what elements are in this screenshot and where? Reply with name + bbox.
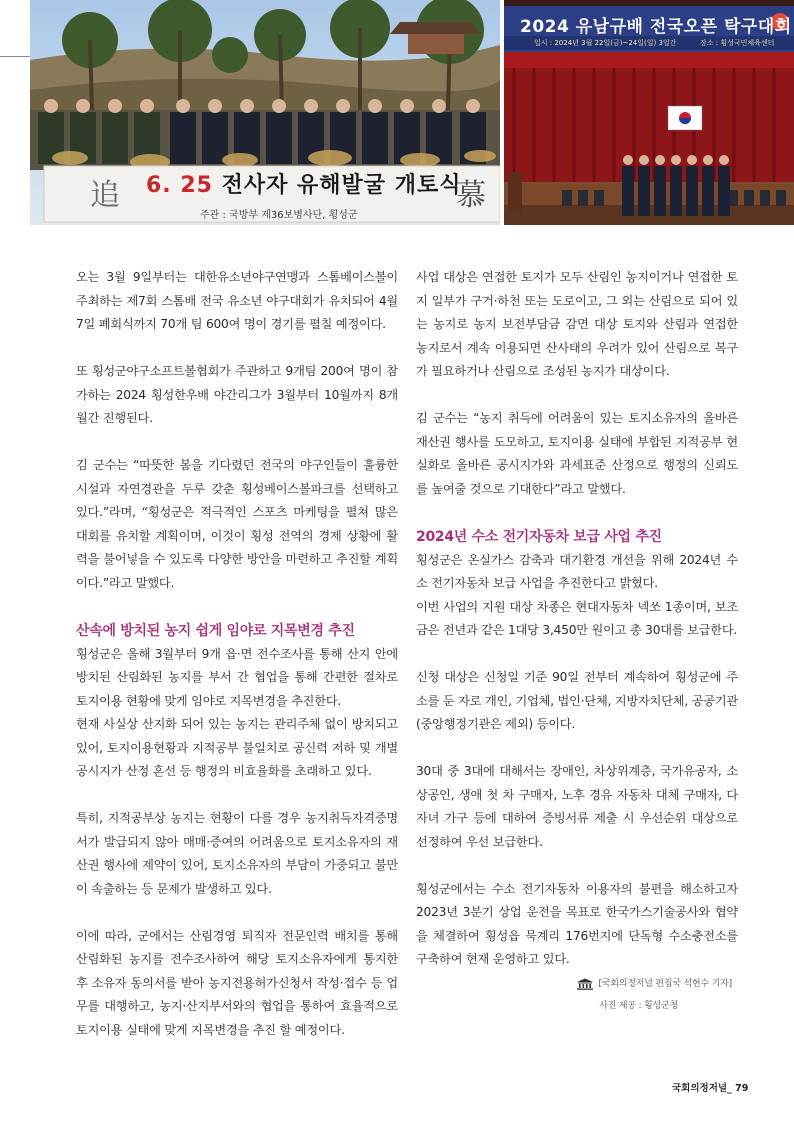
paragraph: 신청 대상은 신청일 기준 90일 전부터 계속하여 횡성군에 주소를 둔 자로 개인, 기업체, 법인·단체, 지방자치단체, 공공기관(중앙행정기관은 제외) 등이다. — [416, 670, 738, 731]
tournament-banner-venue: 장소 : 횡성국민체육센터 — [700, 39, 775, 47]
left-column — [76, 266, 398, 1066]
paragraph: 김 군수는 “따뜻한 봄을 기다렸던 전국의 야구인들이 훌륭한 시설과 자연경관을 두루 갖춘 횡성베이스볼파크를 선택하고 있다.”라며, “횡성군은 적극적인 스포츠 마케팅을 펼쳐 많은 대회를 유치할 계획이며, 이것이 횡성 전역의 경제 상황에 활력을 불어넣을 수 있도록 다양한 방안을 마련하고 추진할 계획이다.”라고 말했다. — [76, 458, 398, 590]
photo-credit — [416, 998, 738, 1014]
banner-subtitle: 주관 : 국방부 제36보병사단, 횡성군 — [200, 210, 358, 221]
table-tennis-photo — [504, 0, 794, 225]
paragraph: 횡성군은 온실가스 감축과 대기환경 개선을 위해 2024년 수소 전기자동차 보급 사업을 추진한다고 밝혔다. — [416, 552, 738, 590]
banner-title-date: 6. 25 — [146, 173, 213, 198]
paragraph: 30대 중 3대에 대해서는 장애인, 차상위계층, 국가유공자, 소상공인, 생애 첫 차 구매자, 노후 경유 자동차 대체 구매자, 다자녀 가구 등에 대하여 증빙서류 제출 시 우선순위 대상으로 선정하여 우선 보급한다. — [416, 764, 738, 849]
banner-title-text: 전사자 유해발굴 개토식 — [212, 173, 462, 198]
paragraph: 횡성군에서는 수소 전기자동차 이용자의 불편을 해소하고자 2023년 3분기 상업 운전을 목표로 한국가스기술공사와 협약을 체결하여 횡성읍 묵계리 176번지에 단독형 수소충전소를 구축하여 현재 운영하고 있다. — [416, 881, 738, 966]
banner-title — [146, 168, 461, 199]
paragraph: 김 군수는 “농지 취득에 어려움이 있는 토지소유자의 올바른 재산권 행사를 도모하고, 토지이용 실태에 부합된 지적공부 현실화로 올바른 공시지가와 과세표준 산정으로 행정의 신뢰도를 높여줄 것으로 기대한다”라고 말했다. — [416, 411, 738, 496]
byline — [416, 976, 738, 992]
paragraph: 현재 사실상 산지화 되어 있는 농지는 관리주체 없이 방치되고 있어, 토지이용현황과 지적공부 불일치로 공신력 저하 및 개별공시지가 산정 혼선 등 행정의 비효율화를 초래하고 있다. — [76, 717, 398, 778]
paragraph: 또 횡성군야구소프트볼협회가 주관하고 9개팀 200여 명이 참가하는 2024 횡성한우배 야간리그가 3월부터 10월까지 8개월간 진행된다. — [76, 364, 398, 425]
tournament-banner-title: 2024 유남규배 전국오픈 탁구대회 — [520, 17, 792, 37]
paragraph: 이에 따라, 군에서는 산림경영 퇴직자 전문인력 배치를 통해 산림화된 농지를 전수조사하여 해당 토지소유자에게 통지한 후 소유자 동의서를 받아 농지전용허가신청서 작성·접수 등 업무를 대행하고, 농지·산지부서와의 협업을 통하여 효율적으로 토지이용 실태에 맞게 지목변경을 추진 할 예정이다. — [76, 928, 398, 1037]
top-rule — [0, 56, 30, 57]
photo-credit-text: 사진 제공 : 횡성군청 — [599, 1000, 678, 1011]
paragraph: 사업 대상은 연접한 토지가 모두 산림인 농지이거나 연접한 토지 일부가 구거·하천 또는 도로이고, 그 외는 산림으로 되어 있는 농지로 농지 보전부담금 감면 대상 토지와 산림과 연접한 농지로서 계속 이용되면 산사태의 우려가 있어 산림으로 복구가 필요하거나 산림으로 조성된 농지가 대상이다. — [416, 270, 738, 378]
paragraph: 횡성군은 올해 3월부터 9개 읍·면 전수조사를 통해 산지 안에 방치된 산림화된 농지를 부서 간 협업을 통해 간편한 절차로 토지이용 현황에 맞게 임야로 지목변경을 추진한다. — [76, 646, 398, 708]
paragraph: 이번 사업의 지원 대상 차종은 현대자동차 넥쏘 1종이며, 보조금은 전년과 같은 1대당 3,450만 원이고 총 30대를 보급한다. — [416, 599, 738, 637]
paragraph: 특히, 지적공부상 농지는 현황이 다를 경우 농지취득자격증명서가 발급되지 않아 매매·증여의 어려움으로 토지소유자의 재산권 행사에 제약이 있어, 토지소유자의 부담이 가중되고 불만이 속출하는 등 문제가 발생하고 있다. — [76, 811, 398, 896]
section-heading-hydrogen-car: 2024년 수소 전기자동차 보급 사업 추진 — [416, 528, 662, 545]
banner-hanja-left: 追 — [90, 178, 120, 213]
page-footer: 국회의정저널_ 79 — [672, 1083, 749, 1094]
paragraph: 오는 3월 9일부터는 대한유소년야구연맹과 스톰베이스볼이 주최하는 제7회 스톰배 전국 유소년 야구대회가 유치되어 4월 7일 폐회식까지 70개 팀 600여 명이 경기를 펼칠 예정이다. — [76, 270, 398, 331]
right-column — [416, 266, 738, 1014]
ceremony-photo — [30, 0, 500, 225]
tournament-banner-date: 일시 : 2024년 3월 22일(금)~24일(일) 3일간 — [534, 39, 677, 47]
section-heading-farmland: 산속에 방치된 농지 쉽게 임야로 지목변경 추진 — [76, 622, 355, 639]
byline-text: [국회의정저널 편집국 석현수 기자] — [598, 978, 732, 989]
banner-hanja-right: 慕 — [456, 178, 486, 213]
building-icon — [576, 978, 594, 990]
